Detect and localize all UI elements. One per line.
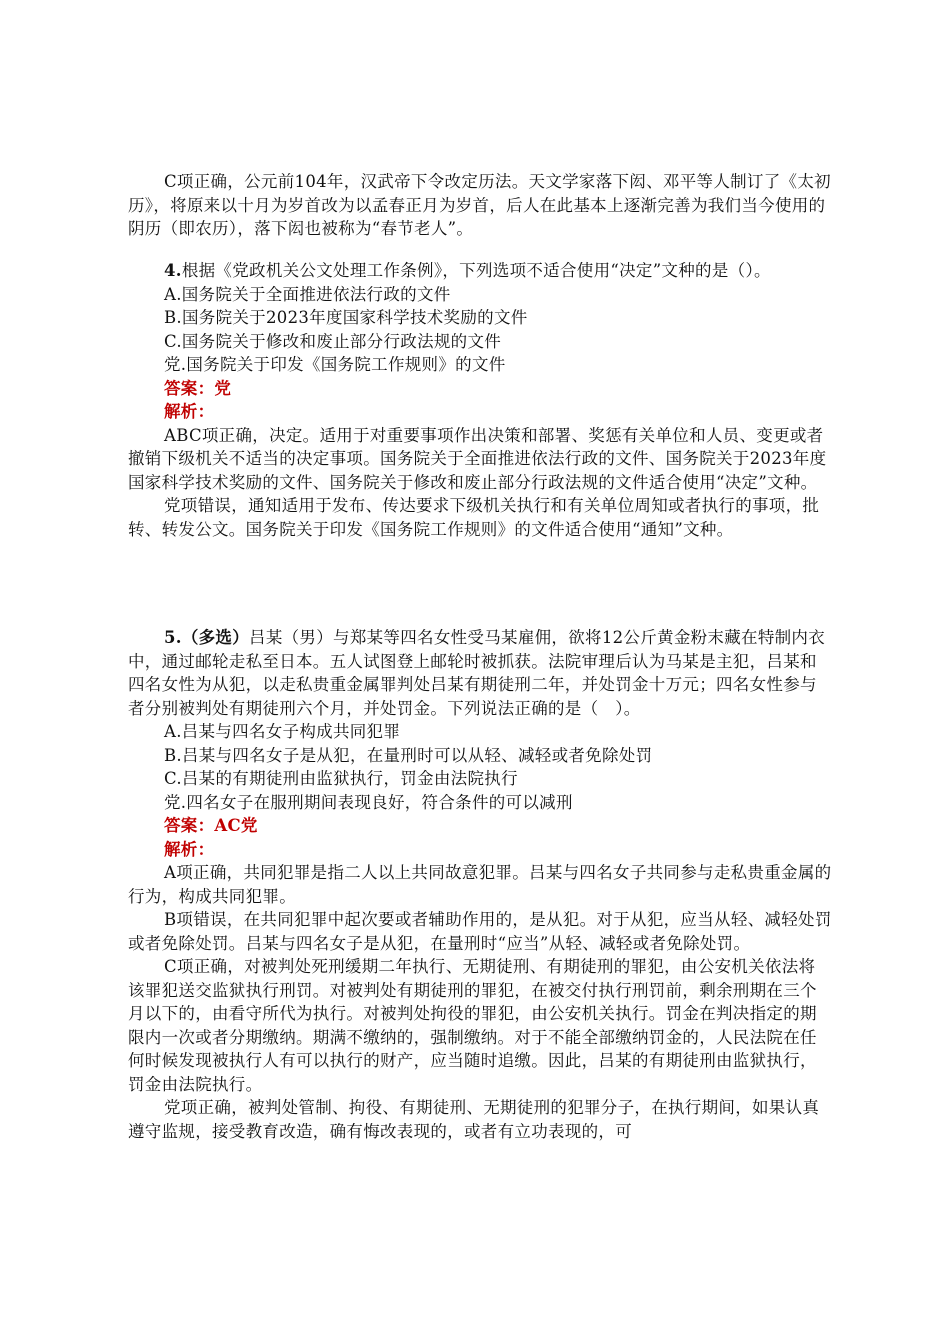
question-5-option-a: A.吕某与四名女子构成共同犯罪 <box>164 722 401 741</box>
question-4-stem <box>128 259 832 283</box>
question-4-option-d: 党.国务院关于印发《国务院工作规则》的文件 <box>164 355 506 374</box>
question-4-answer: 答案：党 <box>164 378 232 398</box>
question-5-text: 吕某（男）与郑某等四名女性受马某雇佣，欲将12公斤黄金粉末藏在特制内衣中，通过邮轮走私至日本。五人试图登上邮轮时被抓获。法院审理后认为马某是主犯，吕某和四名女性为从犯，以走私贵重金属罪判处吕某有期徒刑二年，并处罚金十万元；四名女性参与者分别被判处有期徒刑六个月，并处罚金。下列说法正确的是（ ）。 <box>128 628 826 718</box>
question-5-analysis-3: C项正确，对被判处死刑缓期二年执行、无期徒刑、有期徒刑的罪犯，由公安机关依法将该罪犯送交监狱执行刑罚。对被判处有期徒刑的罪犯，在被交付执行刑罚前，剩余刑期在三个月以下的，由看守所代为执行。对被判处拘役的罪犯，由公安机关执行。罚金在判决指定的期限内一次或者分期缴纳。期满不缴纳的，强制缴纳。对于不能全部缴纳罚金的，人民法院在任何时候发现被执行人有可以执行的财产，应当随时追缴。因此，吕某的有期徒刑由监狱执行，罚金由法院执行。 <box>128 957 817 1094</box>
question-5-analysis-1: A项正确，共同犯罪是指二人以上共同故意犯罪。吕某与四名女子共同参与走私贵重金属的行为，构成共同犯罪。 <box>128 863 832 906</box>
question-4-analysis-1: ABC项正确，决定。适用于对重要事项作出决策和部署、奖惩有关单位和人员、变更或者撤销下级机关不适当的决定事项。国务院关于全面推进依法行政的文件、国务院关于2023年度国家科学技术奖励的文件、国务院关于修改和废止部分行政法规的文件适合使用“决定”文种。 <box>128 425 827 492</box>
question-4-text: 根据《党政机关公文处理工作条例》，下列选项不适合使用“决定”文种的是（）。 <box>181 261 771 280</box>
question-5 <box>128 626 832 1143</box>
question-4-option-a: A.国务院关于全面推进依法行政的文件 <box>164 284 451 304</box>
question-5-number: 5.（多选） <box>164 628 250 647</box>
question-5-stem <box>128 626 832 720</box>
question-5-option-c: C.吕某的有期徒刑由监狱执行，罚金由法院执行 <box>164 769 518 788</box>
question-5-analysis-label: 解析： <box>164 839 215 859</box>
question-5-answer: 答案：AC党 <box>164 816 258 835</box>
intro-paragraph: C项正确，公元前104年，汉武帝下令改定历法。天文学家落下闳、邓平等人制订了《太初历》，将原来以十月为岁首改为以孟春正月为岁首，后人在此基本上逐渐完善为我们当今使用的阴历（即农历），落下闳也被称为“春节老人”。 <box>128 172 831 238</box>
intro-section <box>128 170 832 241</box>
question-5-analysis-2: B项错误，在共同犯罪中起次要或者辅助作用的，是从犯。对于从犯，应当从轻、减轻处罚或者免除处罚。吕某与四名女子是从犯，在量刑时“应当”从轻、减轻或者免除处罚。 <box>128 910 832 953</box>
question-5-analysis-4: 党项正确，被判处管制、拘役、有期徒刑、无期徒刑的犯罪分子，在执行期间，如果认真遵守监规，接受教育改造，确有悔改表现的，或者有立功表现的，可 <box>128 1098 820 1141</box>
question-4 <box>128 259 832 541</box>
question-4-option-b: B.国务院关于2023年度国家科学技术奖励的文件 <box>164 308 528 327</box>
question-4-option-c: C.国务院关于修改和废止部分行政法规的文件 <box>164 331 502 351</box>
question-5-option-b: B.吕某与四名女子是从犯，在量刑时可以从轻、减轻或者免除处罚 <box>164 745 653 765</box>
question-5-option-d: 党.四名女子在服刑期间表现良好，符合条件的可以减刑 <box>164 792 573 812</box>
question-4-analysis-label: 解析： <box>164 402 215 421</box>
question-4-number: 4. <box>164 261 182 280</box>
question-4-analysis-2: 党项错误，通知适用于发布、传达要求下级机关执行和有关单位周知或者执行的事项，批转、转发公文。国务院关于印发《国务院工作规则》的文件适合使用“通知”文种。 <box>128 496 820 539</box>
